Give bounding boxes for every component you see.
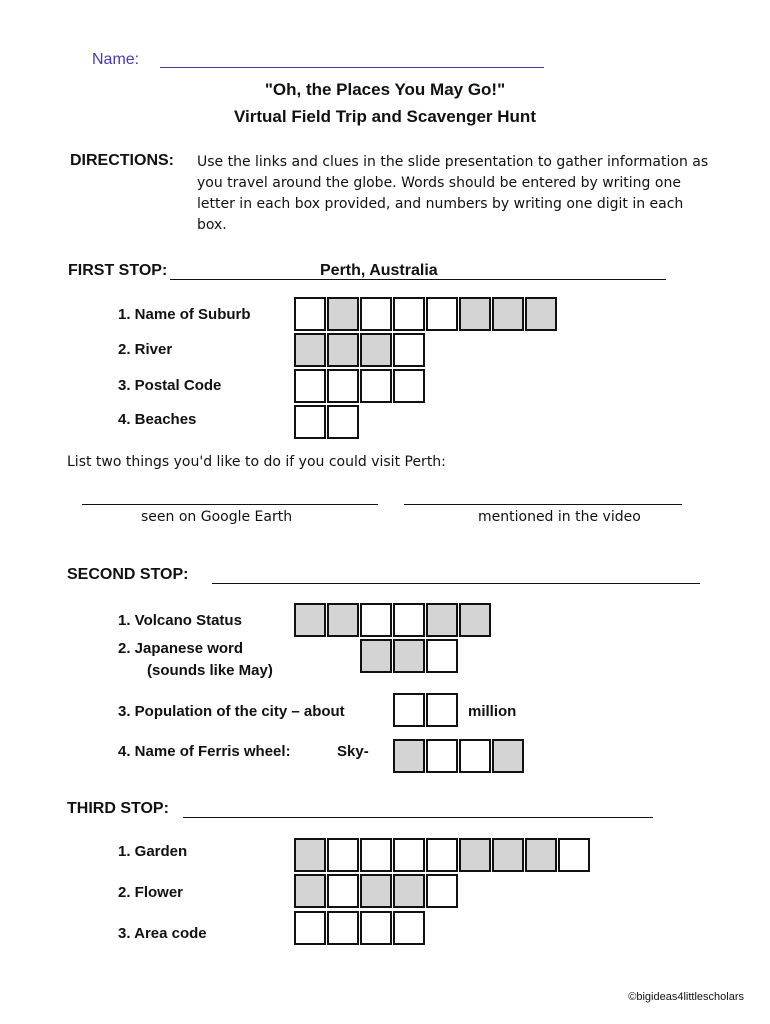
answer-box[interactable] — [459, 603, 491, 637]
answer-box[interactable] — [393, 911, 425, 945]
answer-box[interactable] — [393, 874, 425, 908]
answer-box[interactable] — [360, 911, 392, 945]
second-stop-label: SECOND STOP: — [67, 566, 189, 583]
first-stop-item-suburb: 1. Name of Suburb — [118, 306, 251, 323]
answer-box[interactable] — [426, 739, 458, 773]
sky-prefix: Sky- — [337, 743, 369, 760]
second-stop-item-japanese-hint: (sounds like May) — [147, 662, 273, 679]
answer-box[interactable] — [360, 333, 392, 367]
second-stop-item-population: 3. Population of the city – about — [118, 703, 345, 720]
answer-box[interactable] — [525, 297, 557, 331]
answer-box[interactable] — [294, 838, 326, 872]
answer-box[interactable] — [294, 297, 326, 331]
answer-box[interactable] — [294, 603, 326, 637]
answer-box[interactable] — [426, 603, 458, 637]
third-stop-item-area-code: 3. Area code — [118, 925, 207, 942]
answer-box[interactable] — [426, 838, 458, 872]
name-label: Name: — [92, 51, 140, 68]
third-stop-line[interactable] — [183, 817, 653, 818]
answer-box[interactable] — [393, 838, 425, 872]
answer-box[interactable] — [327, 874, 359, 908]
answer-line-right[interactable] — [404, 504, 682, 505]
caption-video: mentioned in the video — [478, 509, 641, 525]
answer-box[interactable] — [492, 838, 524, 872]
worksheet-subtitle: Virtual Field Trip and Scavenger Hunt — [234, 107, 536, 126]
first-stop-label: FIRST STOP: — [68, 262, 168, 279]
answer-box[interactable] — [393, 739, 425, 773]
answer-box[interactable] — [393, 603, 425, 637]
third-stop-item-garden: 1. Garden — [118, 843, 188, 860]
answer-box[interactable] — [294, 911, 326, 945]
first-stop-item-postal-code: 3. Postal Code — [118, 377, 222, 394]
answer-box[interactable] — [393, 693, 425, 727]
answer-box[interactable] — [360, 639, 392, 673]
directions-label: DIRECTIONS: — [70, 152, 174, 169]
first-stop-value: Perth, Australia — [320, 262, 438, 279]
worksheet-title: "Oh, the Places You May Go!" — [264, 80, 506, 99]
answer-box[interactable] — [426, 874, 458, 908]
answer-box[interactable] — [294, 369, 326, 403]
second-stop-item-ferris-wheel: 4. Name of Ferris wheel: — [118, 743, 291, 760]
answer-box[interactable] — [360, 874, 392, 908]
first-stop-prompt: List two things you'd like to do if you could visit Perth: — [67, 454, 446, 470]
answer-box[interactable] — [327, 369, 359, 403]
answer-box[interactable] — [294, 333, 326, 367]
answer-box[interactable] — [360, 603, 392, 637]
answer-box[interactable] — [492, 739, 524, 773]
answer-box[interactable] — [294, 874, 326, 908]
answer-box[interactable] — [327, 297, 359, 331]
answer-box[interactable] — [459, 739, 491, 773]
answer-box[interactable] — [426, 693, 458, 727]
second-stop-item-volcano: 1. Volcano Status — [118, 612, 242, 629]
answer-box[interactable] — [393, 297, 425, 331]
answer-box[interactable] — [426, 297, 458, 331]
first-stop-item-river: 2. River — [118, 341, 173, 358]
second-stop-item-japanese-word: 2. Japanese word — [118, 640, 244, 657]
answer-box[interactable] — [327, 405, 359, 439]
third-stop-item-flower: 2. Flower — [118, 884, 184, 901]
answer-box[interactable] — [360, 838, 392, 872]
answer-box[interactable] — [492, 297, 524, 331]
directions-text: Use the links and clues in the slide presentation to gather information as you travel around the globe. Words should be entered by writing one letter in each box provided, and numbers by writing one digit in each box. — [197, 154, 709, 233]
answer-box[interactable] — [426, 639, 458, 673]
answer-box[interactable] — [327, 333, 359, 367]
answer-box[interactable] — [360, 369, 392, 403]
answer-box[interactable] — [459, 838, 491, 872]
answer-box[interactable] — [327, 603, 359, 637]
answer-box[interactable] — [393, 639, 425, 673]
copyright-text: ©bigideas4littlescholars — [628, 991, 744, 1003]
answer-box[interactable] — [393, 369, 425, 403]
second-stop-line[interactable] — [212, 583, 700, 584]
answer-box[interactable] — [360, 297, 392, 331]
answer-box[interactable] — [327, 838, 359, 872]
third-stop-label: THIRD STOP: — [67, 800, 169, 817]
answer-box[interactable] — [558, 838, 590, 872]
million-label: million — [468, 703, 517, 720]
answer-box[interactable] — [525, 838, 557, 872]
first-stop-item-beaches: 4. Beaches — [118, 411, 197, 428]
answer-box[interactable] — [294, 405, 326, 439]
answer-box[interactable] — [393, 333, 425, 367]
answer-box[interactable] — [459, 297, 491, 331]
caption-google-earth: seen on Google Earth — [141, 509, 293, 525]
answer-line-left[interactable] — [82, 504, 378, 505]
answer-box[interactable] — [327, 911, 359, 945]
name-field[interactable] — [160, 67, 544, 68]
